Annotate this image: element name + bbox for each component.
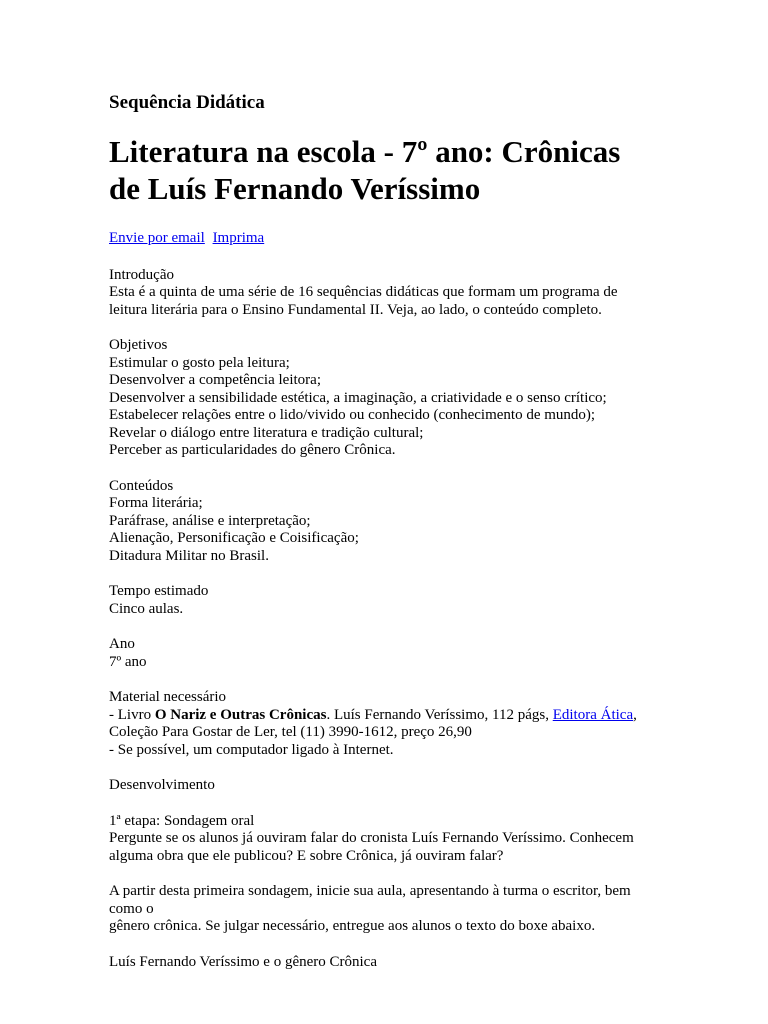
section-heading: Ano	[109, 636, 135, 652]
section-material	[109, 689, 669, 759]
list-item: Alienação, Personificação e Coisificação;	[109, 530, 359, 546]
list-item: Desenvolver a competência leitora;	[109, 372, 321, 388]
doc-subtitle: Sequência Didática	[109, 92, 265, 113]
section-tempo-estimado	[109, 583, 669, 618]
section-introducao	[109, 267, 669, 320]
title-line-1: Literatura na escola - 7º ano: Crônicas	[109, 134, 621, 169]
material-prefix: - Livro	[109, 706, 155, 723]
paragraph-line: alguma obra que ele publicou? E sobre Crônica, já ouviram falar?	[109, 847, 504, 864]
paragraph-line: gênero crônica. Se julgar necessário, entregue aos alunos o texto do boxe abaixo.	[109, 918, 596, 934]
section-value: Cinco aulas.	[109, 600, 184, 617]
list-item: Revelar o diálogo entre literatura e tradição cultural;	[109, 424, 424, 441]
paragraph-line: como o	[109, 900, 154, 917]
paragraph-line: leitura literária para o Ensino Fundamental II. Veja, ao lado, o conteúdo completo.	[109, 301, 602, 318]
publisher-link[interactable]: Editora Ática	[552, 706, 634, 723]
print-link[interactable]: Imprima	[212, 230, 265, 246]
material-details: . Luís Fernando Veríssimo, 112 págs,	[326, 706, 553, 723]
material-comma: ,	[633, 706, 637, 723]
section-value: 7º ano	[109, 653, 147, 670]
box-title: Luís Fernando Veríssimo e o gênero Crônica	[109, 953, 378, 970]
list-item: Desenvolver a sensibilidade estética, a imaginação, a criatividade e o senso crítico;	[109, 389, 607, 406]
section-desenvolvimento	[109, 777, 669, 795]
list-item: Estimular o gosto pela leitura;	[109, 354, 290, 371]
section-ano	[109, 636, 669, 671]
section-heading: Material necessário	[109, 689, 227, 705]
section-heading: Introdução	[109, 266, 174, 283]
list-item: Estabelecer relações entre o lido/vivido ou conhecido (conhecimento de mundo);	[109, 407, 596, 423]
section-etapa-1	[109, 813, 669, 866]
material-line-3: - Se possível, um computador ligado à Internet.	[109, 741, 394, 758]
section-heading: Desenvolvimento	[109, 777, 215, 793]
email-link[interactable]: Envie por email	[109, 230, 205, 246]
material-line-2: Coleção Para Gostar de Ler, tel (11) 3990-1612, preço 26,90	[109, 724, 472, 740]
list-item: Ditadura Militar no Brasil.	[109, 547, 269, 564]
share-actions	[109, 230, 669, 248]
paragraph-line: A partir desta primeira sondagem, inicie sua aula, apresentando à turma o escritor, bem	[109, 883, 631, 899]
section-heading: 1ª etapa: Sondagem oral	[109, 812, 255, 829]
section-heading: Objetivos	[109, 337, 168, 353]
document-page	[109, 88, 669, 971]
section-heading: Conteúdos	[109, 477, 174, 494]
article-body	[109, 267, 669, 972]
list-item: Perceber as particularidades do gênero Crônica.	[109, 442, 396, 458]
list-item: Forma literária;	[109, 495, 203, 511]
paragraph-line: Esta é a quinta de uma série de 16 sequências didáticas que formam um programa de	[109, 284, 618, 300]
paragraph-line: Pergunte se os alunos já ouviram falar do cronista Luís Fernando Veríssimo. Conhecem	[109, 830, 634, 846]
title-line-2: de Luís Fernando Veríssimo	[109, 171, 481, 206]
section-conteudos	[109, 478, 669, 566]
book-title: O Nariz e Outras Crônicas	[154, 706, 327, 723]
material-line-1	[109, 707, 669, 725]
section-objetivos	[109, 337, 669, 460]
page-title	[109, 133, 669, 207]
section-paragraph	[109, 883, 669, 936]
section-heading: Tempo estimado	[109, 583, 209, 599]
list-item: Paráfrase, análise e interpretação;	[109, 512, 311, 529]
section-boxe-title	[109, 954, 669, 972]
